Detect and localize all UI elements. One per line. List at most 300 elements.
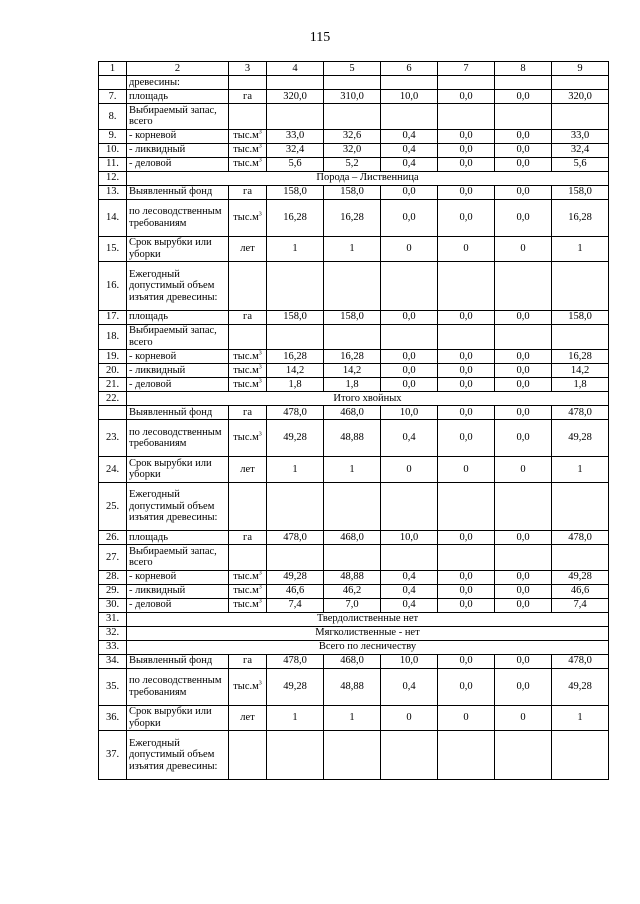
unit-cell — [229, 90, 267, 104]
value-cell: 0,0 — [381, 364, 438, 378]
value-cell: 0,0 — [495, 378, 552, 392]
column-number-cell: 7 — [438, 62, 495, 76]
unit-text: лет — [240, 712, 255, 723]
row-label-text: Выявленный фонд — [129, 406, 213, 418]
unit-cell — [229, 143, 267, 157]
value-cell — [438, 545, 495, 571]
row-number-cell: 16. — [99, 262, 127, 311]
value-cell: 32,4 — [267, 143, 324, 157]
row-label-text: Ежегодный допустимый объем изъятия древесины: — [129, 268, 218, 303]
value-cell: 0,0 — [495, 668, 552, 705]
section-title-cell: Всего по лесничеству — [127, 640, 609, 654]
unit-cell — [229, 350, 267, 364]
row-label-cell — [127, 570, 229, 584]
value-cell: 0,0 — [495, 531, 552, 545]
value-cell — [438, 76, 495, 90]
section-row — [99, 171, 609, 185]
row-number-cell: 23. — [99, 420, 127, 457]
row-label-cell — [127, 350, 229, 364]
value-cell: 1,8 — [324, 378, 381, 392]
unit-cell — [229, 236, 267, 262]
value-cell — [324, 482, 381, 531]
row-number-cell: 30. — [99, 598, 127, 612]
unit-cell — [229, 129, 267, 143]
value-cell: 46,2 — [324, 584, 381, 598]
value-cell: 0,0 — [438, 598, 495, 612]
row-number-cell — [99, 406, 127, 420]
row-label-cell — [127, 143, 229, 157]
value-cell: 16,28 — [324, 350, 381, 364]
row-number-cell: 33. — [99, 640, 127, 654]
value-cell: 1 — [324, 705, 381, 731]
row-label-text: Срок вырубки или уборки — [129, 457, 212, 481]
row-number-cell: 37. — [99, 731, 127, 780]
value-cell — [381, 731, 438, 780]
row-label-cell — [127, 310, 229, 324]
value-cell — [495, 324, 552, 350]
unit-superscript: 3 — [258, 211, 262, 218]
row-number-cell: 7. — [99, 90, 127, 104]
continuation-row — [99, 76, 609, 90]
row-label-cell — [127, 199, 229, 236]
unit-text: тыс.м — [233, 585, 259, 597]
value-cell: 0,0 — [381, 199, 438, 236]
value-cell: 0,0 — [381, 350, 438, 364]
value-cell: 320,0 — [267, 90, 324, 104]
table-row — [99, 350, 609, 364]
row-number-cell: 12. — [99, 171, 127, 185]
unit-text: га — [243, 531, 252, 543]
section-title-cell: Мягколиственные - нет — [127, 626, 609, 640]
value-cell: 1 — [267, 236, 324, 262]
row-number-cell: 26. — [99, 531, 127, 545]
value-cell — [495, 731, 552, 780]
unit-cell — [229, 324, 267, 350]
row-label-cell — [127, 705, 229, 731]
value-cell: 32,6 — [324, 129, 381, 143]
row-label-cell — [127, 457, 229, 483]
section-title-cell: Итого хвойных — [127, 392, 609, 406]
value-cell: 0 — [381, 705, 438, 731]
value-cell: 1 — [267, 705, 324, 731]
value-cell: 48,88 — [324, 570, 381, 584]
value-cell: 49,28 — [267, 570, 324, 584]
row-number-cell: 32. — [99, 626, 127, 640]
value-cell: 5,2 — [324, 157, 381, 171]
row-label-text: площадь — [129, 531, 168, 543]
value-cell: 0,0 — [438, 199, 495, 236]
value-cell: 5,6 — [267, 157, 324, 171]
value-cell — [438, 104, 495, 130]
row-label-cell — [127, 262, 229, 311]
value-cell: 0,0 — [438, 90, 495, 104]
row-label-text: - корневой — [129, 571, 177, 583]
value-cell: 478,0 — [267, 531, 324, 545]
table-row — [99, 531, 609, 545]
value-cell: 0,0 — [438, 129, 495, 143]
value-cell: 0 — [438, 457, 495, 483]
unit-cell — [229, 378, 267, 392]
unit-text: тыс.м — [233, 364, 259, 376]
unit-text: тыс.м — [233, 378, 259, 390]
table-row — [99, 482, 609, 531]
unit-cell — [229, 584, 267, 598]
row-label-cell — [127, 406, 229, 420]
value-cell: 1 — [324, 236, 381, 262]
value-cell — [438, 731, 495, 780]
table-row — [99, 262, 609, 311]
table-row — [99, 705, 609, 731]
value-cell: 0,0 — [438, 584, 495, 598]
row-label-cell — [127, 531, 229, 545]
value-cell: 16,28 — [267, 350, 324, 364]
unit-cell — [229, 705, 267, 731]
table-row — [99, 104, 609, 130]
value-cell — [324, 545, 381, 571]
table-row — [99, 236, 609, 262]
unit-superscript: 3 — [258, 378, 262, 385]
value-cell: 158,0 — [552, 310, 609, 324]
row-label-cell — [127, 420, 229, 457]
value-cell — [267, 104, 324, 130]
value-cell — [381, 76, 438, 90]
row-label-cell — [127, 185, 229, 199]
row-label-text: Срок вырубки или уборки — [129, 706, 212, 729]
value-cell: 158,0 — [324, 185, 381, 199]
row-label-cell — [127, 378, 229, 392]
value-cell: 0 — [438, 236, 495, 262]
row-number-cell: 9. — [99, 129, 127, 143]
unit-superscript: 3 — [258, 584, 262, 591]
value-cell: 10,0 — [381, 654, 438, 668]
unit-cell — [229, 104, 267, 130]
row-label-text: - деловой — [129, 378, 172, 390]
value-cell — [495, 545, 552, 571]
value-cell — [324, 76, 381, 90]
unit-cell — [229, 545, 267, 571]
table-row — [99, 185, 609, 199]
value-cell: 14,2 — [324, 364, 381, 378]
value-cell: 0,4 — [381, 129, 438, 143]
unit-text: тыс.м — [233, 144, 259, 156]
value-cell: 478,0 — [267, 406, 324, 420]
value-cell — [381, 545, 438, 571]
value-cell: 49,28 — [552, 570, 609, 584]
unit-text: тыс.м — [233, 211, 259, 223]
table-row — [99, 199, 609, 236]
value-cell: 7,4 — [267, 598, 324, 612]
value-cell: 0,0 — [438, 185, 495, 199]
value-cell: 1 — [267, 457, 324, 483]
value-cell: 33,0 — [267, 129, 324, 143]
table-row — [99, 731, 609, 780]
row-number-cell: 35. — [99, 668, 127, 705]
value-cell: 0,0 — [495, 570, 552, 584]
row-number-cell: 36. — [99, 705, 127, 731]
unit-text: тыс.м — [233, 350, 259, 362]
value-cell: 14,2 — [267, 364, 324, 378]
value-cell: 49,28 — [267, 420, 324, 457]
section-title-cell: Порода – Лиственница — [127, 171, 609, 185]
section-row — [99, 392, 609, 406]
unit-text: тыс.м — [233, 432, 259, 444]
row-number-cell: 11. — [99, 157, 127, 171]
value-cell: 478,0 — [552, 531, 609, 545]
row-label-cell — [127, 545, 229, 571]
row-label-text: Выбираемый запас, всего — [129, 104, 217, 128]
value-cell: 1,8 — [267, 378, 324, 392]
value-cell: 0 — [495, 457, 552, 483]
unit-superscript: 3 — [258, 364, 262, 371]
row-number-cell: 24. — [99, 457, 127, 483]
column-number-cell: 2 — [127, 62, 229, 76]
unit-superscript: 3 — [258, 157, 262, 164]
value-cell: 10,0 — [381, 90, 438, 104]
value-cell: 158,0 — [324, 310, 381, 324]
value-cell: 48,88 — [324, 420, 381, 457]
row-label-text: Ежегодный допустимый объем изъятия древесины: — [129, 489, 218, 523]
value-cell — [552, 545, 609, 571]
section-row — [99, 640, 609, 654]
section-row — [99, 626, 609, 640]
value-cell — [495, 76, 552, 90]
value-cell: 310,0 — [324, 90, 381, 104]
value-cell: 32,4 — [552, 143, 609, 157]
unit-cell — [229, 457, 267, 483]
unit-cell — [229, 76, 267, 90]
unit-cell — [229, 531, 267, 545]
value-cell — [324, 104, 381, 130]
row-number-cell: 29. — [99, 584, 127, 598]
value-cell — [552, 76, 609, 90]
unit-cell — [229, 731, 267, 780]
column-number-cell: 6 — [381, 62, 438, 76]
row-number-cell: 19. — [99, 350, 127, 364]
row-label-text: - деловой — [129, 599, 172, 611]
row-label-cell — [127, 364, 229, 378]
value-cell: 16,28 — [552, 350, 609, 364]
value-cell — [381, 324, 438, 350]
value-cell: 16,28 — [552, 199, 609, 236]
row-number-cell: 22. — [99, 392, 127, 406]
value-cell — [552, 482, 609, 531]
unit-text: лет — [240, 243, 255, 254]
row-number-cell: 21. — [99, 378, 127, 392]
value-cell: 0,0 — [438, 531, 495, 545]
value-cell — [495, 104, 552, 130]
row-label-text: Выявленный фонд — [129, 655, 213, 667]
value-cell: 1 — [552, 236, 609, 262]
value-cell: 0,0 — [495, 129, 552, 143]
table-row — [99, 378, 609, 392]
value-cell: 48,88 — [324, 668, 381, 705]
unit-superscript: 3 — [258, 129, 262, 136]
row-number-cell: 14. — [99, 199, 127, 236]
value-cell: 5,6 — [552, 157, 609, 171]
value-cell: 0,0 — [438, 654, 495, 668]
value-cell — [267, 262, 324, 311]
value-cell: 49,28 — [267, 668, 324, 705]
unit-superscript: 3 — [258, 143, 262, 150]
table-body — [99, 62, 609, 780]
page-number: 115 — [309, 30, 331, 45]
table-row — [99, 364, 609, 378]
table-row — [99, 406, 609, 420]
value-cell: 468,0 — [324, 406, 381, 420]
value-cell: 0,0 — [495, 584, 552, 598]
row-label-text: Ежегодный допустимый объем изъятия древесины: — [129, 737, 218, 772]
row-label-text: площадь — [129, 311, 168, 323]
value-cell: 0,0 — [438, 420, 495, 457]
value-cell — [552, 731, 609, 780]
value-cell: 1 — [552, 457, 609, 483]
section-title-cell: Твердолиственные нет — [127, 612, 609, 626]
value-cell: 49,28 — [552, 668, 609, 705]
row-label-text: - корневой — [129, 350, 177, 362]
row-number-cell: 17. — [99, 310, 127, 324]
value-cell: 0 — [381, 236, 438, 262]
value-cell — [324, 324, 381, 350]
unit-text: га — [243, 186, 252, 198]
unit-text: тыс.м — [233, 599, 259, 611]
row-number-cell: 31. — [99, 612, 127, 626]
value-cell — [381, 262, 438, 311]
value-cell: 7,0 — [324, 598, 381, 612]
value-cell: 46,6 — [267, 584, 324, 598]
row-label-cell — [127, 654, 229, 668]
row-label-cell: древесины: — [127, 76, 229, 90]
value-cell: 320,0 — [552, 90, 609, 104]
table-row — [99, 545, 609, 571]
row-number-cell: 10. — [99, 143, 127, 157]
unit-text: га — [243, 655, 252, 667]
value-cell: 16,28 — [267, 199, 324, 236]
row-number-cell — [99, 76, 127, 90]
value-cell — [267, 76, 324, 90]
unit-cell — [229, 157, 267, 171]
table-row — [99, 457, 609, 483]
value-cell: 33,0 — [552, 129, 609, 143]
value-cell — [267, 731, 324, 780]
row-label-cell — [127, 157, 229, 171]
value-cell — [267, 482, 324, 531]
value-cell — [381, 104, 438, 130]
unit-cell — [229, 598, 267, 612]
value-cell: 0,0 — [438, 364, 495, 378]
unit-superscript: 3 — [258, 431, 262, 438]
value-cell: 1,8 — [552, 378, 609, 392]
table-row — [99, 584, 609, 598]
unit-superscript: 3 — [258, 570, 262, 577]
unit-text: га — [243, 311, 252, 323]
row-number-cell: 8. — [99, 104, 127, 130]
unit-cell — [229, 570, 267, 584]
value-cell: 0,0 — [495, 185, 552, 199]
unit-cell — [229, 482, 267, 531]
unit-cell — [229, 668, 267, 705]
row-label-cell — [127, 129, 229, 143]
row-label-cell — [127, 598, 229, 612]
unit-cell — [229, 406, 267, 420]
table-row — [99, 420, 609, 457]
row-number-cell: 28. — [99, 570, 127, 584]
value-cell — [495, 262, 552, 311]
table-row — [99, 324, 609, 350]
unit-cell — [229, 420, 267, 457]
value-cell: 0,0 — [495, 420, 552, 457]
value-cell: 0,0 — [495, 310, 552, 324]
value-cell: 46,6 — [552, 584, 609, 598]
value-cell — [324, 731, 381, 780]
value-cell: 0,4 — [381, 598, 438, 612]
value-cell: 10,0 — [381, 406, 438, 420]
unit-superscript: 3 — [258, 680, 262, 687]
value-cell: 0,0 — [438, 310, 495, 324]
value-cell: 0,0 — [438, 350, 495, 364]
value-cell: 0,4 — [381, 570, 438, 584]
value-cell — [438, 482, 495, 531]
column-number-cell: 4 — [267, 62, 324, 76]
value-cell: 0,0 — [495, 90, 552, 104]
row-label-cell — [127, 90, 229, 104]
column-number-row — [99, 62, 609, 76]
table-row — [99, 310, 609, 324]
value-cell: 1 — [324, 457, 381, 483]
value-cell: 468,0 — [324, 531, 381, 545]
table-row — [99, 129, 609, 143]
value-cell — [267, 324, 324, 350]
value-cell: 0,4 — [381, 157, 438, 171]
harvest-volume-table — [98, 61, 609, 780]
row-label-text: - ликвидный — [129, 144, 186, 156]
unit-text: га — [243, 90, 252, 102]
value-cell: 0,0 — [381, 378, 438, 392]
table-row — [99, 90, 609, 104]
value-cell: 158,0 — [552, 185, 609, 199]
unit-text: лет — [240, 463, 255, 475]
value-cell: 0 — [438, 705, 495, 731]
value-cell: 1 — [552, 705, 609, 731]
table-row — [99, 143, 609, 157]
value-cell: 49,28 — [552, 420, 609, 457]
value-cell: 0,0 — [495, 199, 552, 236]
row-label-text: Выбираемый запас, всего — [129, 325, 217, 348]
row-number-cell: 13. — [99, 185, 127, 199]
value-cell: 0 — [381, 457, 438, 483]
table-row — [99, 157, 609, 171]
section-row — [99, 612, 609, 626]
column-number-cell: 1 — [99, 62, 127, 76]
unit-cell — [229, 654, 267, 668]
row-label-text: - деловой — [129, 158, 172, 170]
table-row — [99, 570, 609, 584]
row-label-text: по лесоводственным требованиям — [129, 675, 222, 698]
value-cell: 158,0 — [267, 185, 324, 199]
value-cell: 0,0 — [495, 143, 552, 157]
unit-text: га — [243, 406, 252, 418]
value-cell: 0,0 — [495, 654, 552, 668]
row-label-text: по лесоводственным требованиям — [129, 206, 222, 229]
row-label-cell — [127, 668, 229, 705]
value-cell: 14,2 — [552, 364, 609, 378]
column-number-cell: 3 — [229, 62, 267, 76]
value-cell: 0,4 — [381, 420, 438, 457]
unit-cell — [229, 185, 267, 199]
row-number-cell: 34. — [99, 654, 127, 668]
row-number-cell: 15. — [99, 236, 127, 262]
unit-cell — [229, 364, 267, 378]
value-cell: 478,0 — [552, 654, 609, 668]
